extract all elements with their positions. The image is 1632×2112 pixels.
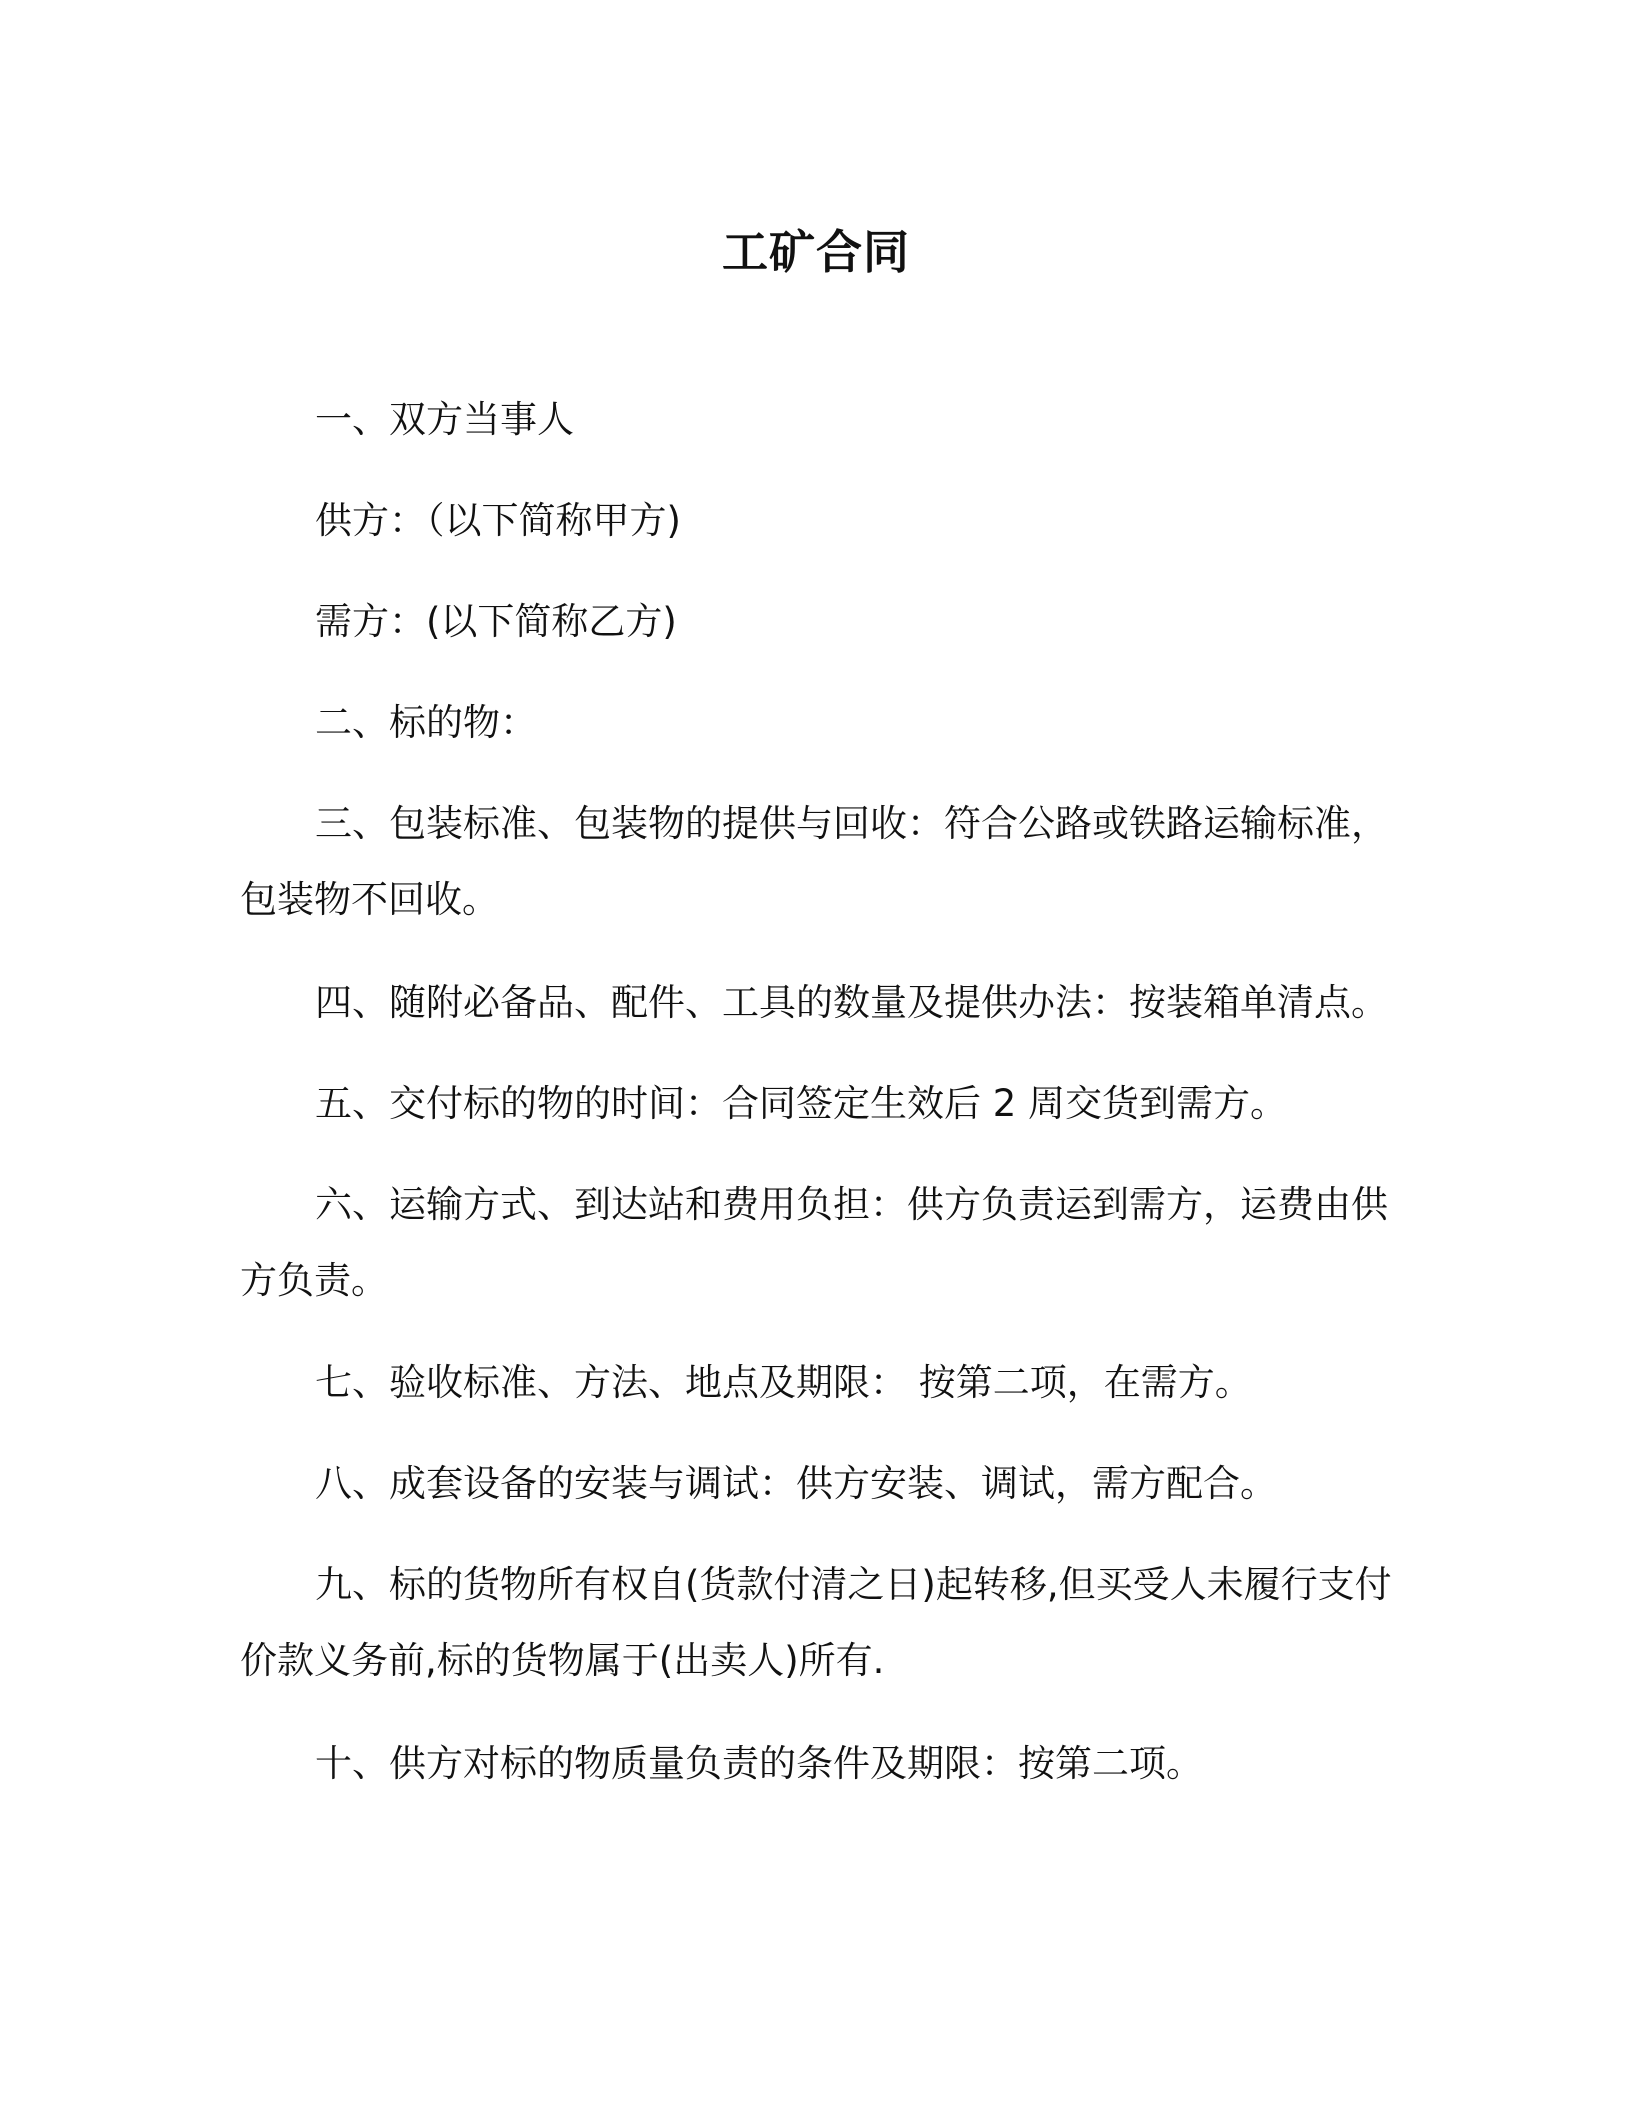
document-title: 工矿合同: [722, 225, 910, 279]
buyer-line: 需方：(以下简称乙方): [315, 600, 677, 643]
clause-7-acceptance: 七、验收标准、方法、地点及期限： 按第二项，在需方。: [315, 1361, 1252, 1404]
clause-6-transport: 六、运输方式、到达站和费用负担：供方负责运到需方，运费由供方负责。: [240, 1183, 1388, 1302]
clause-1-parties: 一、双方当事人: [315, 398, 574, 441]
clause-2-subject: 二、标的物：: [315, 701, 537, 744]
clause-8-installation: 八、成套设备的安装与调试：供方安装、调试，需方配合。: [315, 1462, 1277, 1505]
clause-9-ownership: 九、标的货物所有权自(货款付清之日)起转移,但买受人未履行支付价款义务前,标的货物属于(出卖人)所有.: [240, 1563, 1392, 1682]
clause-3-packaging: 三、包装标准、包装物的提供与回收：符合公路或铁路运输标准，包装物不回收。: [240, 802, 1388, 921]
clause-5-delivery-time: 五、交付标的物的时间：合同签定生效后 2 周交货到需方。: [315, 1082, 1288, 1125]
clause-10-quality: 十、供方对标的物质量负责的条件及期限：按第二项。: [315, 1742, 1203, 1785]
supplier-line: 供方：（以下简称甲方): [315, 499, 681, 542]
clause-4-accessories: 四、随附必备品、配件、工具的数量及提供办法：按装箱单清点。: [315, 981, 1388, 1024]
